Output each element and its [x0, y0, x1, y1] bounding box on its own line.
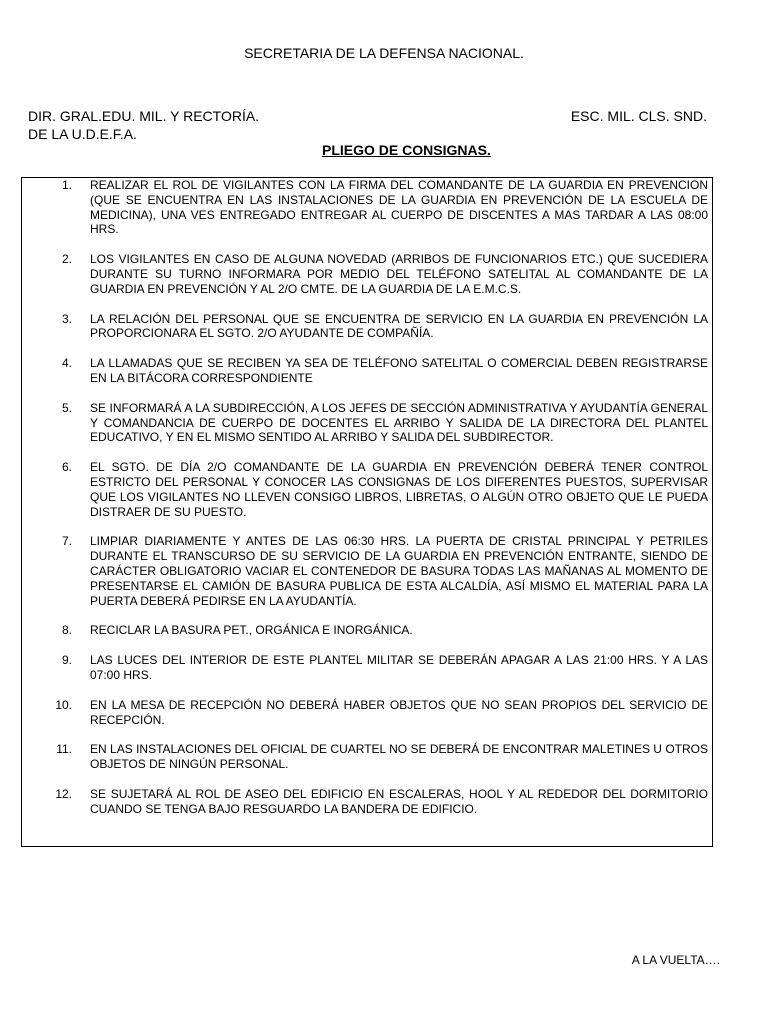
item-number: 11. [56, 742, 72, 757]
item-number: 1. [61, 178, 72, 192]
list-item [28, 534, 708, 608]
list-item [28, 653, 708, 683]
item-text: LA LLAMADAS QUE SE RECIBEN YA SEA DE TELÉFONO SATELITAL O COMERCIAL DEBEN REGISTRARSE EN LA BITÁCORA CORRESPONDIENTE [90, 356, 708, 385]
item-text: LA RELACIÓN DEL PERSONAL QUE SE ENCUENTRA DE SERVICIO EN LA GUARDIA EN PREVENCIÓN LA PROPORCIONARA EL SGTO. 2/O AYUDANTE DE COMPAÑÍA. [90, 311, 708, 341]
item-text: REALIZAR EL ROL DE VIGILANTES CON LA FIRMA DEL COMANDANTE DE LA GUARDIA EN PREVENCION (QUE SE ENCUENTRA EN LAS INSTALACIONES DE LA GUARDIA EN PREVENCIÓN DE LA ESCUELA DE MEDICINA), UNA VES ENTREGADO ENTREGAR AL CUERPO DE DISCENTES A MAS TARDAR A LAS 08:00 HRS. [90, 178, 708, 237]
directorate-line: DIR. GRAL.EDU. MIL. Y RECTORÍA. [28, 108, 260, 124]
list-item [28, 252, 708, 296]
item-number: 6. [61, 460, 72, 475]
left-header-block [28, 107, 259, 143]
item-text: EN LA MESA DE RECEPCIÓN NO DEBERÁ HABER OBJETOS QUE NO SEAN PROPIOS DEL SERVICIO DE RECEPCIÓN. [90, 697, 708, 727]
item-number: 4. [61, 356, 72, 371]
item-text: EN LAS INSTALACIONES DEL OFICIAL DE CUARTEL NO SE DEBERÁ DE ENCONTRAR MALETINES U OTROS OBJETOS DE NINGÚN PERSONAL. [90, 742, 708, 772]
item-number: 8. [61, 623, 72, 638]
udefa-line: DE LA U.D.E.F.A. [28, 126, 137, 142]
list-item [28, 401, 708, 445]
document-title: PLIEGO DE CONSIGNAS. [322, 142, 491, 158]
item-number: 9. [61, 653, 72, 668]
list-item [28, 356, 708, 386]
instructions-list [28, 178, 708, 817]
continuation-note: A LA VUELTA…. [631, 953, 720, 967]
list-item [28, 178, 708, 237]
item-number: 3. [61, 311, 72, 326]
item-number: 2. [61, 252, 72, 267]
list-item [28, 460, 708, 519]
list-item [28, 698, 708, 728]
item-number: 5. [61, 400, 72, 415]
item-text: LOS VIGILANTES EN CASO DE ALGUNA NOVEDAD (ARRIBOS DE FUNCIONARIOS ETC.) QUE SUCEDIERA DURANTE SU TURNO INFORMARA POR MEDIO DEL TELÉFONO SATELITAL AL COMANDANTE DE LA GUARDIA EN PREVENCIÓN Y AL 2/O CMTE. DE LA GUARDIA DE LA E.M.C.S. [90, 252, 708, 296]
list-item [28, 623, 708, 638]
item-text: RECICLAR LA BASURA PET., ORGÁNICA E INORGÁNICA. [90, 623, 413, 638]
school-name: ESC. MIL. CLS. SND. [570, 108, 707, 124]
item-text: LIMPIAR DIARIAMENTE Y ANTES DE LAS 06:30 HRS. LA PUERTA DE CRISTAL PRINCIPAL Y PETRILES DURANTE EL TRANSCURSO DE SU SERVICIO DE LA GUARDIA EN PREVENCIÓN ENTRANTE, SIENDO DE CARÁCTER OBLIGATORIO VACIAR EL CONTENEDOR DE BASURA TODAS LAS MAÑANAS AL MOMENTO DE PRESENTARSE EL CAMIÓN DE BASURA PUBLICA DE ESTA ALCALDÍA, ASÍ MISMO EL MATERIAL PARA LA PUERTA DEBERÁ PEDIRSE EN LA AYUDANTÍA. [90, 534, 708, 608]
item-number: 10. [55, 697, 72, 712]
list-item [28, 312, 708, 342]
item-number: 7. [61, 534, 72, 549]
item-text: EL SGTO. DE DÍA 2/O COMANDANTE DE LA GUARDIA EN PREVENCIÓN DEBERÁ TENER CONTROL ESTRICTO DEL PERSONAL Y CONOCER LAS CONSIGNAS DE LOS DIFERENTES PUESTOS, SUPERVISAR QUE LOS VIGILANTES NO LLEVEN CONSIGO LIBROS, LIBRETAS, O ALGÚN OTRO OBJETO QUE LE PUEDA DISTRAER DE SU PUESTO. [90, 460, 708, 519]
list-item [28, 787, 708, 817]
item-text: SE INFORMARÁ A LA SUBDIRECCIÓN, A LOS JEFES DE SECCIÓN ADMINISTRATIVA Y AYUDANTÍA GENERAL Y COMANDANCIA DE CUERPO DE DOCENTES EL ARRIBO Y SALIDA DE LA DIRECTORA DEL PLANTEL EDUCATIVO, Y EN EL MISMO SENTIDO AL ARRIBO Y SALIDA DEL SUBDIRECTOR. [90, 400, 708, 445]
item-number: 12. [55, 786, 72, 801]
item-text: SE SUJETARÁ AL ROL DE ASEO DEL EDIFICIO EN ESCALERAS, HOOL Y AL REDEDOR DEL DORMITORIO CUANDO SE TENGA BAJO RESGUARDO LA BANDERA DE EDIFICIO. [90, 786, 708, 816]
item-text: LAS LUCES DEL INTERIOR DE ESTE PLANTEL MILITAR SE DEBERÁN APAGAR A LAS 21:00 HRS. Y A LAS 07:00 HRS. [90, 653, 708, 682]
list-item [28, 742, 708, 772]
institution-title: SECRETARIA DE LA DEFENSA NACIONAL. [244, 45, 524, 61]
